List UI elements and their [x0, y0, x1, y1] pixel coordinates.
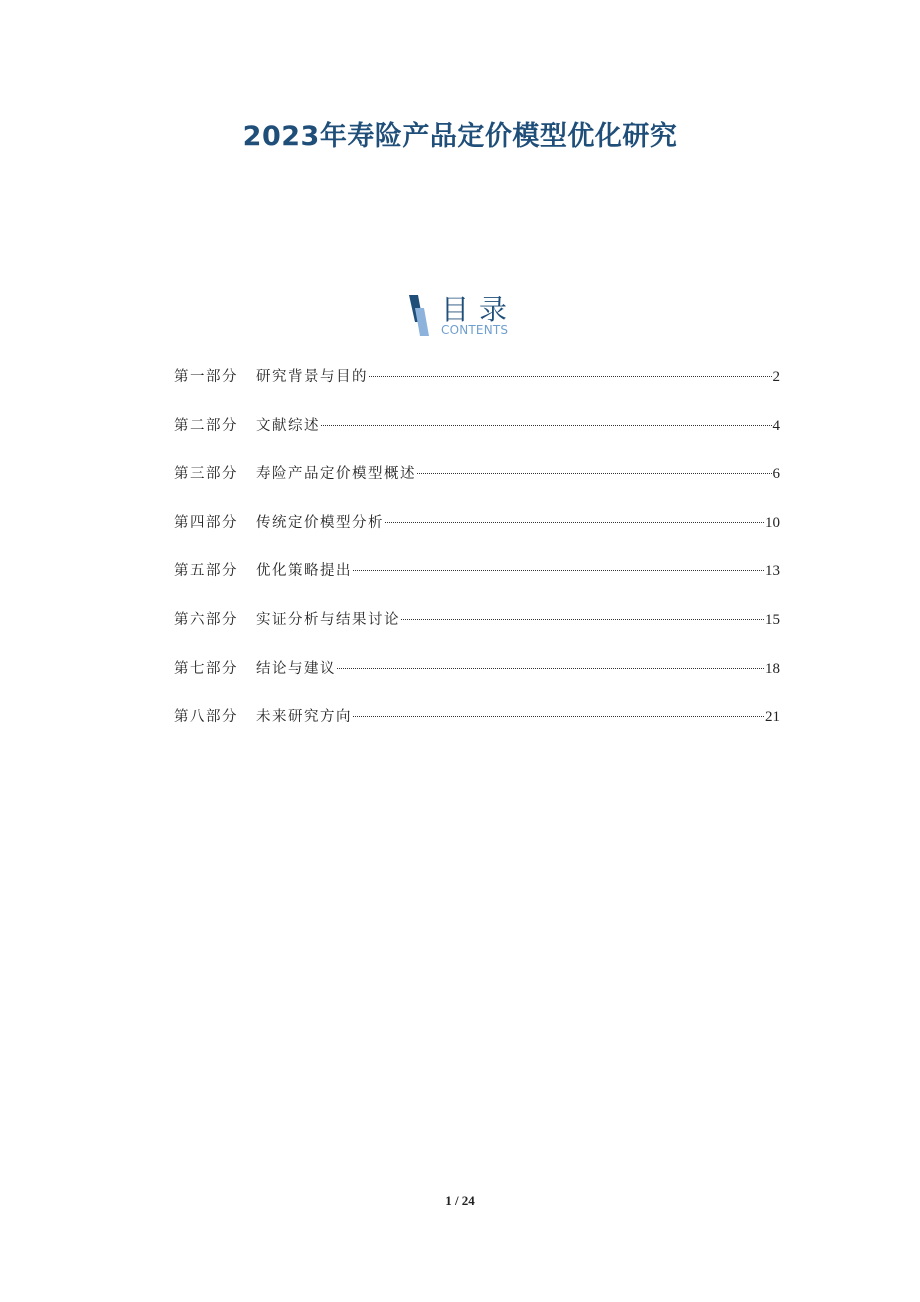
toc-header: [407, 294, 527, 340]
toc-entry-part: 第一部分: [174, 369, 238, 385]
document-title: 2023年寿险产品定价模型优化研究: [242, 121, 678, 152]
page-footer: 1 / 24: [445, 1193, 475, 1208]
toc-entry-title: 优化策略提出: [256, 563, 352, 580]
toc-entry[interactable]: [174, 704, 780, 753]
toc-dot-leader: [321, 425, 772, 426]
toc-entry[interactable]: [174, 461, 780, 510]
toc-dot-leader: [353, 716, 764, 717]
toc-list: [174, 364, 780, 753]
toc-dot-leader: [417, 473, 772, 474]
toc-entry-page: 6: [772, 466, 780, 483]
toc-entry-page: 2: [772, 369, 780, 385]
toc-entry[interactable]: [174, 558, 780, 607]
toc-entry-page: 4: [772, 417, 780, 434]
toc-entry-page: 10: [765, 514, 780, 531]
toc-subheading: CONTENTS: [441, 323, 509, 337]
toc-entry[interactable]: [174, 510, 780, 559]
toc-entry-page: 15: [765, 611, 780, 628]
toc-entry-title: 未来研究方向: [256, 709, 352, 726]
toc-dot-leader: [337, 668, 764, 669]
toc-entry-part: 第五部分: [174, 563, 238, 580]
slanted-bars-logo-icon: [407, 294, 433, 338]
toc-heading: 目录: [441, 293, 518, 326]
toc-entry[interactable]: [174, 607, 780, 656]
toc-entry-page: 13: [765, 563, 780, 580]
toc-entry-title: 研究背景与目的: [256, 369, 368, 385]
toc-entry-part: 第三部分: [174, 466, 238, 483]
toc-dot-leader: [369, 376, 772, 377]
toc-entry-part: 第七部分: [174, 660, 238, 677]
toc-entry-title: 实证分析与结果讨论: [256, 611, 400, 628]
toc-entry-part: 第六部分: [174, 611, 238, 628]
toc-entry-part: 第二部分: [174, 417, 238, 434]
toc-entry[interactable]: [174, 413, 780, 462]
toc-dot-leader: [385, 522, 764, 523]
toc-entry-part: 第八部分: [174, 709, 238, 726]
toc-entry-title: 文献综述: [256, 417, 320, 434]
toc-entry-title: 传统定价模型分析: [256, 514, 384, 531]
toc-entry-title: 寿险产品定价模型概述: [256, 466, 416, 483]
toc-dot-leader: [353, 570, 764, 571]
toc-entry[interactable]: [174, 364, 780, 413]
toc-entry-page: 18: [765, 660, 780, 677]
toc-entry[interactable]: [174, 656, 780, 705]
toc-entry-title: 结论与建议: [256, 660, 336, 677]
toc-entry-part: 第四部分: [174, 514, 238, 531]
toc-dot-leader: [401, 619, 764, 620]
toc-entry-page: 21: [765, 709, 780, 726]
